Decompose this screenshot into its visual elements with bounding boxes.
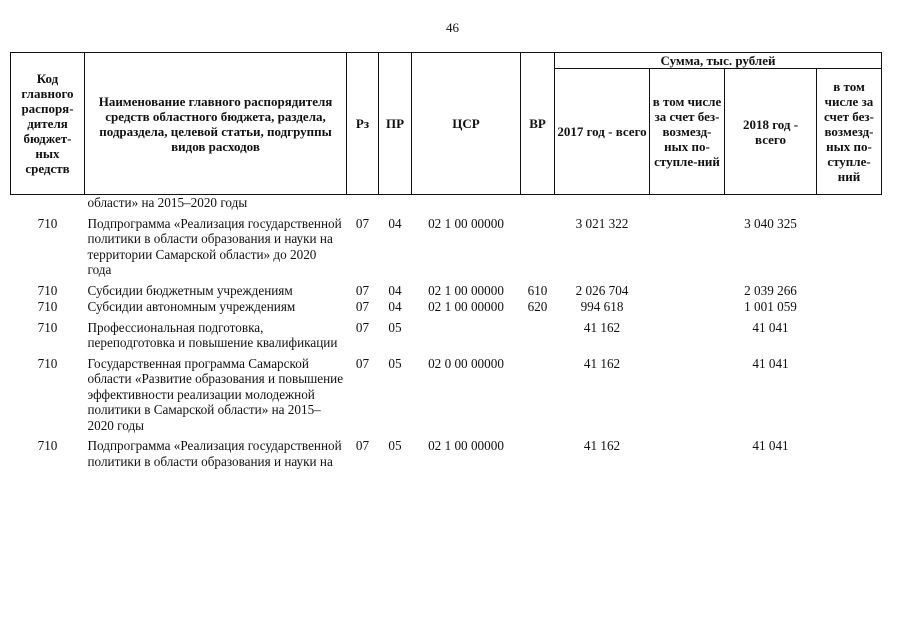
cell-2017-free xyxy=(650,433,725,469)
header-2017-total: 2017 год - всего xyxy=(555,69,650,195)
header-rz: Рз xyxy=(347,53,379,195)
cell-2017-free xyxy=(650,351,725,434)
header-sum-group: Сумма, тыс. рублей xyxy=(555,53,882,69)
cell-2018-total: 1 001 059 xyxy=(744,299,797,314)
cell-2018-total: 41 041 xyxy=(752,355,789,371)
cell-code: 710 xyxy=(37,282,58,298)
cell-2017-free xyxy=(650,211,725,278)
cell-vr: 620 xyxy=(527,299,548,314)
header-vr: ВР xyxy=(521,53,555,195)
cell-csr: 02 1 00 00000 xyxy=(428,438,504,453)
cell-2018-free xyxy=(817,351,882,434)
cell-2018-free xyxy=(817,315,882,351)
cell-vr xyxy=(521,433,555,469)
header-name: Наименование главного распорядителя средств областного бюджета, раздела, подраздела, целевой статьи, подгруппы видов расходов xyxy=(85,53,347,195)
cell-pr: 05 xyxy=(388,355,402,371)
cell-2018-free xyxy=(817,298,882,315)
cell-2017-total: 2 026 704 xyxy=(575,282,629,298)
cell-rz: 07 xyxy=(355,282,370,298)
header-2017-free: в том числе за счет без-возмезд-ных по-ступле-ний xyxy=(650,69,725,195)
table-row xyxy=(11,278,882,299)
cell-2018-total: 3 040 325 xyxy=(744,215,797,231)
cell-rz: 07 xyxy=(355,355,370,371)
cell-2018-total: 2 039 266 xyxy=(744,282,797,298)
cell-pr: 04 xyxy=(388,215,402,231)
cell-2017-free xyxy=(650,278,725,299)
cell-name: Субсидии автономным учреждениям xyxy=(87,299,296,314)
table-row xyxy=(11,433,882,469)
cell-code: 710 xyxy=(37,319,58,335)
cell-2017-total: 3 021 322 xyxy=(575,215,629,231)
cell-rz: 07 xyxy=(355,319,370,335)
table-row xyxy=(11,211,882,278)
cell-pr: 05 xyxy=(388,438,402,453)
cell-code: 710 xyxy=(37,355,58,371)
cell-csr: 02 1 00 00000 xyxy=(428,282,504,298)
cell-2017-total: 41 162 xyxy=(583,438,621,453)
cell-2017-total: 41 162 xyxy=(583,319,621,335)
cell-2018-free xyxy=(817,433,882,469)
cell-rz: 07 xyxy=(355,438,370,453)
budget-table xyxy=(10,52,882,469)
cell-2017-free xyxy=(650,315,725,351)
cell-csr xyxy=(412,315,521,351)
cell-vr xyxy=(521,315,555,351)
cell-name: Подпрограмма «Реализация государственной политики в области образования и науки на территории Самарской области» до 2020 года xyxy=(87,215,342,277)
cell-code: 710 xyxy=(37,438,58,453)
cell-2017-free xyxy=(650,298,725,315)
cell-2018-total: 41 041 xyxy=(752,319,789,335)
cell-pr: 04 xyxy=(388,299,402,314)
header-code: Код главного распоря-дителя бюджет-ных средств xyxy=(11,53,85,195)
cell-csr: 02 1 00 00000 xyxy=(428,215,504,231)
cell-name: Профессиональная подготовка, переподготовка и повышение квалификации xyxy=(87,319,338,350)
cell-vr xyxy=(521,211,555,278)
cell-vr: 610 xyxy=(527,282,548,298)
cell-code: 710 xyxy=(37,215,58,231)
cell-csr: 02 1 00 00000 xyxy=(428,299,504,314)
header-csr: ЦСР xyxy=(412,53,521,195)
cell-2018-free xyxy=(817,211,882,278)
cell-name: Подпрограмма «Реализация государственной политики в области образования и науки на xyxy=(87,438,342,469)
continuation-text: области» на 2015–2020 годы xyxy=(87,195,248,210)
table-row xyxy=(11,315,882,351)
cell-name: Государственная программа Самарской области «Развитие образования и повышение эффективности реализации молодежной политики в Самарской области» на 2015–2020 годы xyxy=(87,355,344,433)
cell-2017-total: 994 618 xyxy=(580,299,624,314)
cell-pr: 04 xyxy=(388,282,402,298)
cell-pr: 05 xyxy=(388,319,402,335)
header-pr: ПР xyxy=(379,53,412,195)
cell-vr xyxy=(521,351,555,434)
cell-2018-free xyxy=(817,278,882,299)
cell-rz: 07 xyxy=(355,215,370,231)
page-number: 46 xyxy=(446,20,459,35)
cell-rz: 07 xyxy=(355,299,370,314)
cell-2018-total: 41 041 xyxy=(752,438,789,453)
cell-2017-total: 41 162 xyxy=(583,355,621,371)
table-row xyxy=(11,351,882,434)
continuation-row xyxy=(11,195,882,211)
cell-name: Субсидии бюджетным учреждениям xyxy=(87,282,293,298)
header-2018-total: 2018 год - всего xyxy=(725,69,817,195)
cell-code: 710 xyxy=(37,299,58,314)
header-2018-free: в том числе за счет без-возмезд-ных по-ступле-ний xyxy=(817,69,882,195)
cell-csr: 02 0 00 00000 xyxy=(428,355,504,371)
table-row xyxy=(11,298,882,315)
